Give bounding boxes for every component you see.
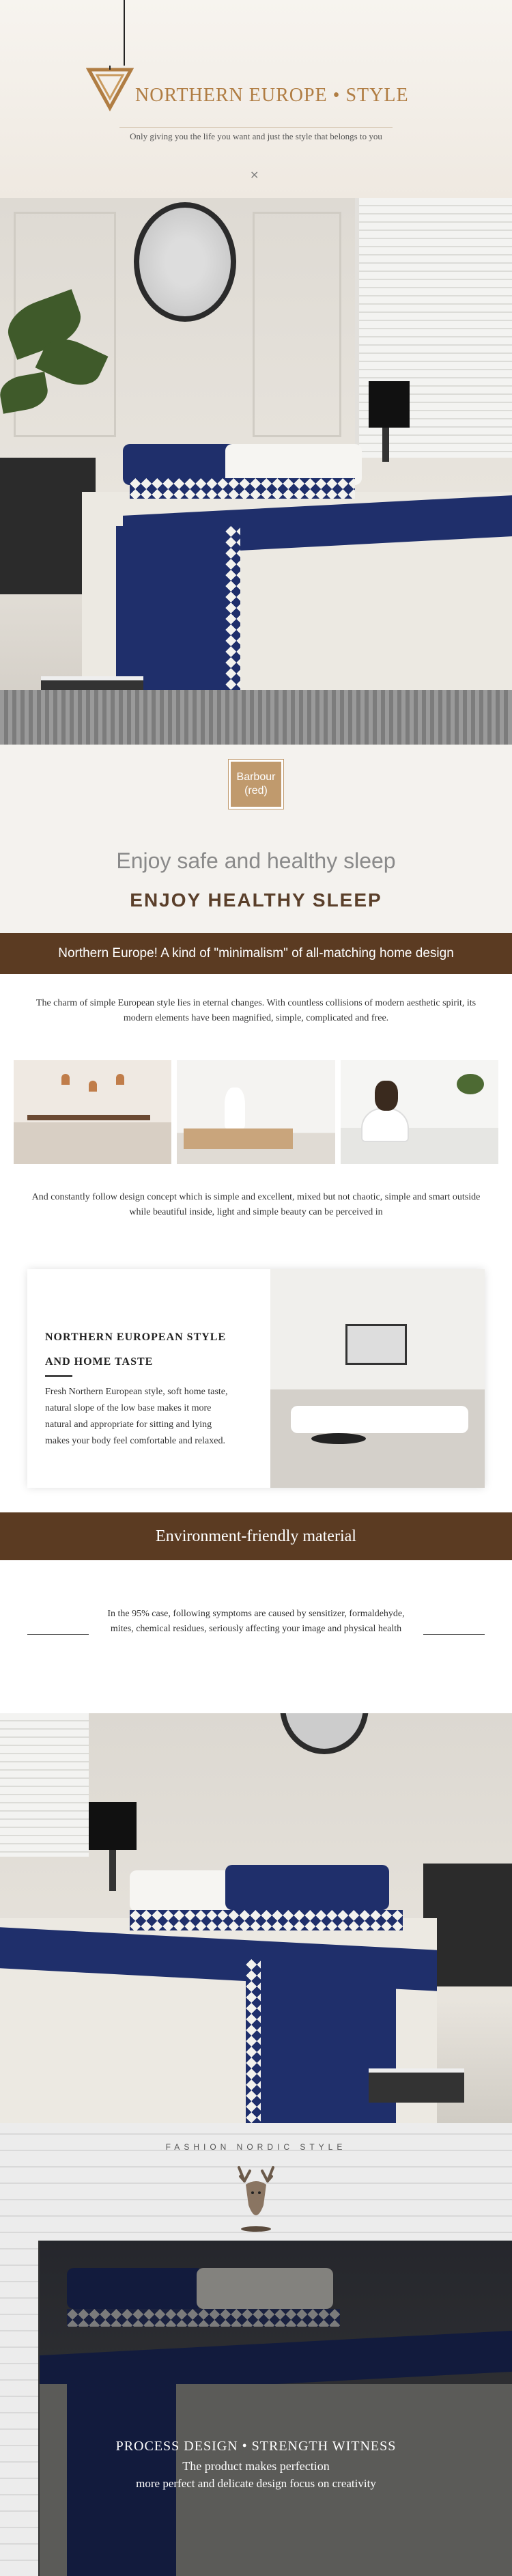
table-lamp xyxy=(369,381,410,428)
style-feature-card xyxy=(27,1269,485,1488)
badge-line-2: (red) xyxy=(244,785,268,797)
environment-banner: Environment-friendly material xyxy=(0,1512,512,1560)
fashion-section xyxy=(0,2123,512,2576)
divider xyxy=(45,1375,72,1377)
brand-tagline: Only giving you the life you want and just the style that belongs to you xyxy=(130,131,382,141)
brand-header xyxy=(0,0,512,198)
minimalism-banner: Northern Europe! A kind of "minimalism" of all-matching home design xyxy=(0,933,512,974)
outro-paragraph: And constantly follow design concept which is simple and excellent, mixed but not chaotic, simple and smart outside while beautiful inside, light and simple beauty can be perceived in xyxy=(31,1192,481,1217)
brand-title: NORTHERN EUROPE • STYLE xyxy=(135,85,409,106)
navy-pillow xyxy=(225,1865,389,1910)
badge-line-1: Barbour xyxy=(236,771,276,783)
fashion-line-1: The product makes perfection xyxy=(182,2459,330,2473)
close-icon[interactable]: × xyxy=(250,168,259,181)
bedroom-photo-2 xyxy=(0,1713,512,2123)
living-room-photo xyxy=(270,1269,485,1488)
headline-bold: ENJOY HEALTHY SLEEP xyxy=(130,889,382,911)
fashion-line-2: more perfect and delicate design focus on creativity xyxy=(136,2477,376,2490)
fashion-tagline: FASHION NORDIC STYLE xyxy=(165,2142,347,2152)
minimalism-section xyxy=(0,974,512,1512)
divider xyxy=(423,1634,485,1635)
fashion-headline: PROCESS DESIGN • STRENGTH WITNESS xyxy=(115,2439,397,2454)
divider xyxy=(27,1634,89,1635)
dining-room-photo xyxy=(14,1060,171,1164)
environment-text: In the 95% case, following symptoms are caused by sensitizer, formaldehyde, mites, chemical residues, seriously affecting your image and physical health xyxy=(107,1609,405,1634)
table-lamp xyxy=(89,1802,137,1850)
chair-with-dog-photo xyxy=(341,1060,498,1164)
feature-title xyxy=(45,1325,250,1374)
color-section xyxy=(0,745,512,933)
deer-head-icon xyxy=(225,2164,287,2232)
feature-title-line-1: NORTHERN EUROPEAN STYLE xyxy=(45,1331,227,1343)
intro-paragraph: The charm of simple European style lies in eternal changes. With countless collisions of modern aesthetic spirit, its modern elements have been magnified, simple, complicated and free. xyxy=(35,998,477,1023)
color-badge xyxy=(229,760,283,809)
environment-section xyxy=(0,1560,512,1713)
round-mirror xyxy=(134,202,236,322)
dark-bedroom-photo xyxy=(40,2241,512,2576)
hanging-wire xyxy=(124,0,125,66)
sideboard-photo xyxy=(177,1060,335,1164)
feature-body: Fresh Northern European style, soft home taste, natural slope of the low base makes it more natural and appropriate for sitting and lying makes your body feel comfortable and relaxed. xyxy=(45,1387,228,1446)
gold-triangle-logo-icon xyxy=(86,66,134,113)
interior-photo-strip xyxy=(14,1060,498,1164)
feature-title-line-2: AND HOME TASTE xyxy=(45,1356,154,1368)
book-stack xyxy=(369,2068,464,2103)
bedroom-photo-1 xyxy=(0,198,512,745)
nightstand xyxy=(0,458,96,594)
headline-light: Enjoy safe and healthy sleep xyxy=(116,848,396,873)
divider xyxy=(119,127,393,128)
